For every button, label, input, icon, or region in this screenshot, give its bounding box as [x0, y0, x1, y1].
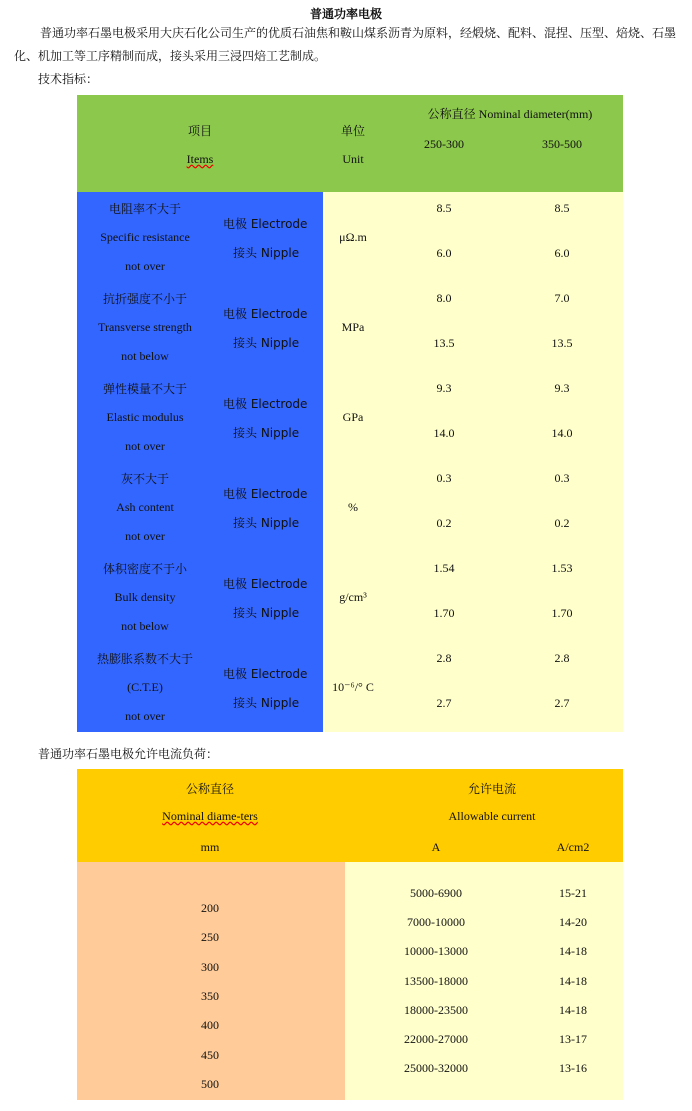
row-property-cn: 电阻率不大于 [108, 202, 181, 216]
row-electrode-d1: 2.8 [436, 651, 452, 665]
row-nipple-d2: 14.0 [551, 426, 573, 440]
current-allow-en: Allowable current [448, 809, 536, 823]
row-electrode-d1: 8.0 [436, 291, 452, 305]
row-property-cond: not below [121, 619, 169, 633]
row-unit: 10⁻⁶/° C [332, 680, 374, 694]
row-property-cn: 热膨胀系数不大于 [96, 652, 193, 666]
row-nipple-label: 接头 Nipple [233, 336, 300, 350]
current-table [77, 769, 623, 1100]
row-nipple-d1: 14.0 [433, 426, 455, 440]
row-electrode-d2: 8.5 [554, 201, 570, 215]
current-density: 15-21 [559, 886, 587, 900]
row-property-cn: 弹性模量不大于 [102, 382, 187, 396]
row-unit: μΩ.m [339, 230, 367, 244]
row-property-en: Specific resistance [100, 230, 190, 244]
current-left-bg [77, 862, 345, 1100]
row-electrode-label: 电极 Electrode [223, 577, 308, 591]
row-property-en: Bulk density [114, 590, 176, 604]
row-nipple-d2: 0.2 [554, 516, 570, 530]
row-electrode-label: 电极 Electrode [223, 217, 308, 231]
row-electrode-d1: 8.5 [436, 201, 452, 215]
row-electrode-label: 电极 Electrode [223, 487, 308, 501]
row-property-cn: 灰不大于 [120, 472, 169, 486]
intro-paragraph: 普通功率石墨电极采用大庆石化公司生产的优质石油焦和鞍山煤系沥青为原料，经煅烧、配料、混捏、压型、焙烧、石墨化、机加工等工序精制而成，接头采用三浸四焙工艺制成。 [14, 26, 677, 63]
spec-table [77, 95, 623, 732]
row-nipple-label: 接头 Nipple [233, 516, 300, 530]
row-property-en: (C.T.E) [127, 680, 163, 694]
current-label: 普通功率石墨电极允许电流负荷： [38, 747, 219, 761]
row-nipple-label: 接头 Nipple [233, 246, 300, 260]
current-value: 10000-13000 [404, 944, 468, 959]
current-value: 18000-23500 [404, 1002, 468, 1017]
row-property-en: Transverse strength [98, 320, 192, 334]
row-nipple-d1: 6.0 [436, 246, 452, 260]
header-diameter: 公称直径 Nominal diameter(mm) [427, 107, 593, 121]
header-d1: 250-300 [424, 137, 464, 151]
row-electrode-label: 电极 Electrode [223, 307, 308, 321]
row-property-cond: not below [121, 349, 169, 363]
row-electrode-d2: 0.3 [554, 471, 570, 485]
page-title: 普通功率电极 [309, 7, 382, 21]
current-value: 13500-18000 [404, 973, 468, 988]
row-electrode-d2: 9.3 [554, 381, 570, 395]
header-item-en: Items [186, 152, 214, 166]
row-nipple-d2: 2.7 [554, 696, 570, 710]
current-density: 14-18 [559, 1002, 587, 1017]
row-property-cond: not over [125, 439, 165, 453]
current-diameter: 400 [201, 1018, 219, 1033]
row-electrode-d2: 7.0 [554, 291, 570, 305]
header-d2: 350-500 [542, 137, 582, 151]
current-density: 13-16 [559, 1061, 587, 1076]
spec-label: 技术指标： [38, 72, 99, 86]
row-nipple-label: 接头 Nipple [233, 696, 300, 710]
row-electrode-d1: 9.3 [436, 381, 452, 395]
current-dia-en: Nominal diame-ters [162, 809, 258, 823]
current-value: 5000-6900 [410, 886, 462, 900]
row-property-cn: 抗折强度不小于 [102, 292, 187, 306]
current-dia-unit: mm [200, 840, 220, 854]
row-nipple-d2: 13.5 [551, 336, 573, 350]
row-nipple-d1: 2.7 [436, 696, 452, 710]
row-electrode-d1: 1.54 [433, 561, 455, 575]
row-nipple-d1: 13.5 [433, 336, 455, 350]
row-electrode-d1: 0.3 [436, 471, 452, 485]
current-density: 14-18 [559, 944, 587, 959]
current-diameter: 350 [201, 988, 219, 1003]
row-electrode-label: 电极 Electrode [223, 397, 308, 411]
row-unit: MPa [341, 320, 365, 334]
row-nipple-d2: 6.0 [554, 246, 570, 260]
current-density: 13-17 [559, 1032, 587, 1046]
current-diameter: 300 [201, 959, 219, 974]
row-nipple-d1: 1.70 [433, 606, 455, 620]
row-nipple-label: 接头 Nipple [233, 426, 300, 440]
header-unit-en: Unit [342, 152, 364, 166]
row-property-en: Elastic modulus [106, 410, 184, 424]
row-property-cond: not over [125, 529, 165, 543]
row-nipple-label: 接头 Nipple [233, 606, 300, 620]
current-allow-cn: 允许电流 [467, 782, 516, 796]
header-item-cn: 项目 [187, 124, 212, 138]
row-nipple-d1: 0.2 [436, 516, 452, 530]
current-diameter: 500 [201, 1076, 219, 1091]
row-unit: g/cm³ [339, 590, 367, 604]
current-diameter: 450 [201, 1047, 219, 1062]
current-value: 22000-27000 [404, 1032, 468, 1046]
row-nipple-d2: 1.70 [551, 606, 573, 620]
row-electrode-d2: 2.8 [554, 651, 570, 665]
current-a: A [431, 840, 441, 854]
current-density: 14-20 [559, 915, 587, 930]
row-unit: GPa [342, 410, 364, 424]
row-property-cond: not over [125, 259, 165, 273]
current-value: 7000-10000 [407, 915, 465, 930]
row-property-en: Ash content [116, 500, 174, 514]
header-unit-cn: 单位 [340, 124, 365, 138]
current-acm2: A/cm2 [556, 840, 590, 854]
row-property-cond: not over [125, 709, 165, 723]
current-diameter: 250 [201, 930, 219, 945]
current-dia-cn: 公称直径 [185, 782, 234, 796]
row-property-cn: 体积密度不于小 [102, 562, 187, 576]
current-density: 14-18 [559, 973, 587, 988]
row-unit: % [348, 500, 358, 514]
row-electrode-d2: 1.53 [551, 561, 573, 575]
current-value: 25000-32000 [404, 1061, 468, 1076]
row-electrode-label: 电极 Electrode [223, 667, 308, 681]
current-diameter: 200 [201, 901, 219, 915]
